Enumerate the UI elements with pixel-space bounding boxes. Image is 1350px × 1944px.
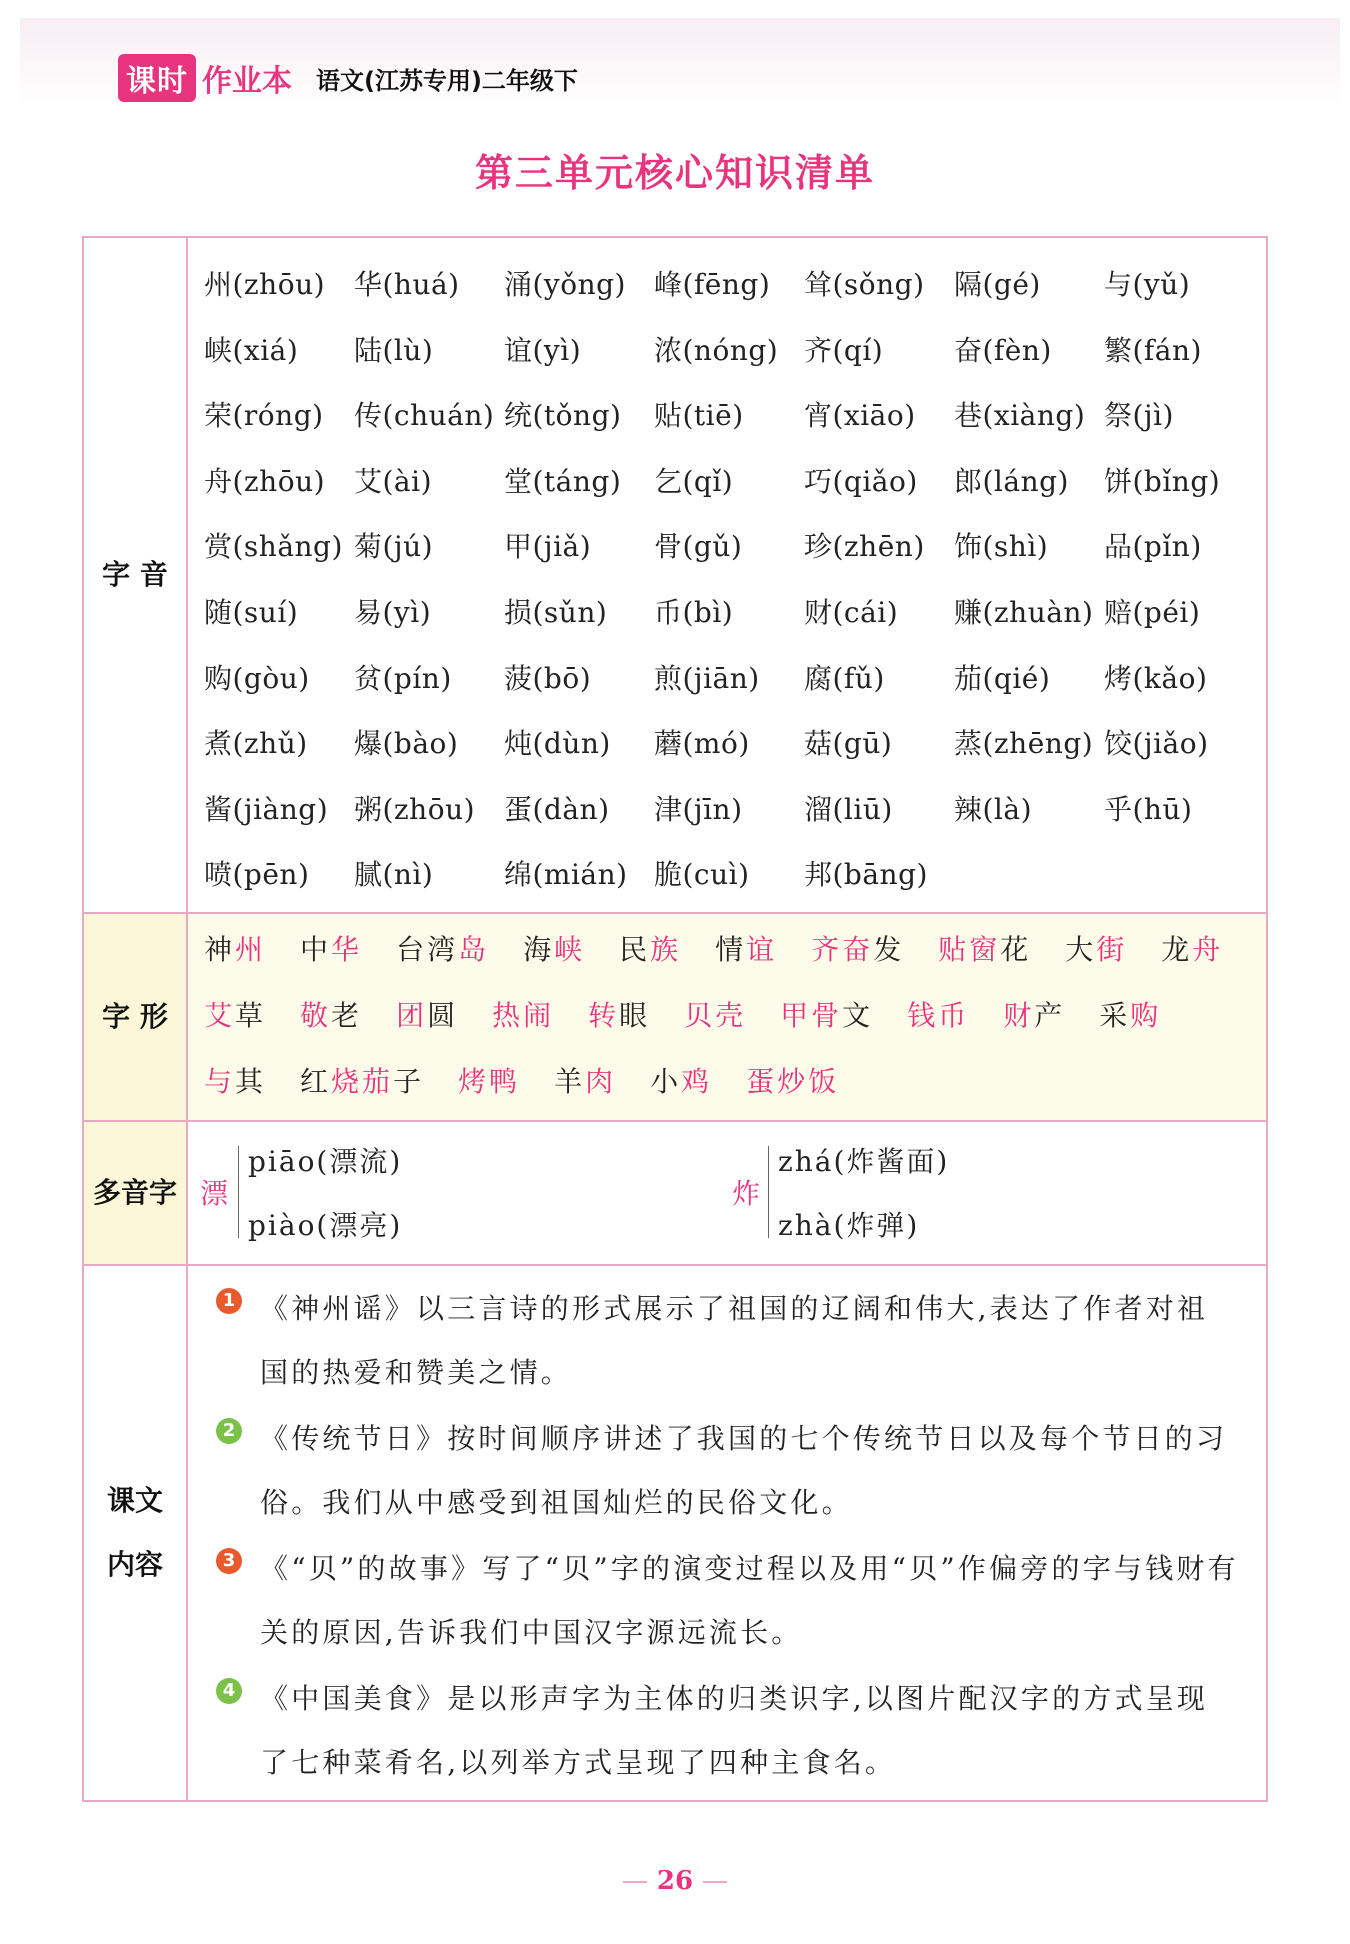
shapes-line-1 [204, 928, 1257, 968]
pronunciation-item: 陆(lù) [354, 333, 434, 367]
shape-word-part: 甲骨 [780, 999, 843, 1032]
pronunciation-item: 绵(mián) [504, 858, 628, 892]
shape-word-part: 民 [619, 933, 651, 966]
pronunciation-grid [204, 252, 1264, 908]
pronunciation-item: 齐(qí) [804, 333, 884, 367]
pronunciation-item: 易(yì) [354, 595, 432, 629]
shape-word [746, 1060, 839, 1100]
shape-word [811, 928, 904, 968]
shape-word [715, 928, 777, 968]
pronunciation-item: 奋(fèn) [954, 333, 1052, 367]
polyphone-reading: zhà(炸弹) [778, 1209, 920, 1242]
shape-word-part: 齐奋 [811, 933, 874, 966]
pronunciation-item: 饰(shì) [954, 530, 1049, 564]
pronunciation-item: 涌(yǒng) [504, 268, 626, 301]
page-title: 第三单元核心知识清单 [474, 151, 875, 195]
shape-word-part: 中 [300, 933, 332, 966]
pronunciation-row [84, 238, 1266, 914]
shape-word [396, 994, 458, 1034]
subject-label: 语文(江苏专用)二年级下 [316, 66, 578, 95]
point-text: 《中国美食》是以形声字为主体的归类识字,以图片配汉字的方式呈现 [260, 1682, 1209, 1715]
pronunciation-item: 损(sǔn) [504, 595, 608, 629]
shape-word-part: 蛋炒饭 [746, 1065, 840, 1098]
pronunciation-item: 购(gòu) [204, 661, 310, 695]
shape-word [1003, 994, 1065, 1034]
pronunciation-item: 财(cái) [804, 595, 899, 629]
pronunciation-item: 煮(zhǔ) [204, 727, 308, 761]
pronunciation-item: 菠(bō) [504, 661, 592, 695]
pronunciation-item: 巷(xiàng) [954, 399, 1086, 433]
shape-word-part: 艾 [204, 999, 236, 1032]
shape-word [684, 994, 746, 1034]
point-text: 了七种菜肴名,以列举方式呈现了四种主食名。 [260, 1746, 897, 1779]
pronunciation-item: 繁(fán) [1104, 333, 1202, 367]
pronunciation-item: 菇(gū) [804, 727, 893, 761]
shape-word [492, 994, 554, 1034]
shape-word-part: 族 [650, 933, 682, 966]
point-text: 《传统节日》按时间顺序讲述了我国的七个传统节日以及每个节日的习 [260, 1422, 1228, 1455]
shape-word [938, 928, 1031, 968]
pronunciation-item: 蛋(dàn) [504, 792, 610, 826]
pronunciation-item: 菊(jú) [354, 530, 434, 564]
pronunciation-item: 炖(dùn) [504, 727, 611, 761]
pronunciation-item: 茄(qié) [954, 661, 1051, 695]
pronunciation-item: 贫(pín) [354, 661, 452, 695]
shape-word-part: 峡 [554, 933, 586, 966]
pronunciation-label: 字 音 [84, 238, 188, 912]
shape-word-part: 贴窗 [938, 933, 1001, 966]
pronunciation-item: 乞(qǐ) [654, 464, 734, 498]
polyphone-char-2: 炸 [732, 1177, 761, 1210]
shape-word [458, 1060, 520, 1100]
pronunciation-item: 币(bì) [654, 595, 734, 629]
polyphone-bracket-2 [768, 1146, 770, 1238]
shapes-line-3 [204, 1060, 873, 1100]
polyphone-reading: piāo(漂流) [248, 1145, 403, 1178]
shape-word [1065, 928, 1127, 968]
polyphone-reading: zhá(炸酱面) [778, 1145, 950, 1178]
shapes-row [84, 914, 1266, 1122]
logo-text: 作业本 [202, 64, 292, 99]
shape-word-part: 老 [331, 999, 363, 1032]
lesson-label-line1: 课文 [106, 1484, 163, 1517]
pronunciation-item: 统(tǒng) [504, 399, 622, 433]
point-text: 俗。我们从中感受到祖国灿烂的民俗文化。 [260, 1486, 853, 1519]
shape-word-part: 产 [1034, 999, 1066, 1032]
shapes-content [188, 914, 1266, 1120]
pronunciation-item: 津(jīn) [654, 792, 743, 826]
shape-word-part: 情 [715, 933, 747, 966]
shape-word-part: 文 [842, 999, 874, 1032]
shape-word-part: 烧茄 [331, 1065, 394, 1098]
pronunciation-item: 辣(là) [954, 792, 1032, 826]
pronunciation-item: 爆(bào) [354, 727, 459, 761]
pronunciation-item: 烤(kǎo) [1104, 661, 1208, 695]
pronunciation-item: 赏(shǎng) [204, 530, 343, 564]
point-text: 关的原因,告诉我们中国汉字源远流长。 [260, 1616, 803, 1649]
shape-word-part: 街 [1096, 933, 1128, 966]
shape-word-part: 敬 [300, 999, 332, 1032]
point-number-1: 1 [216, 1288, 242, 1314]
pronunciation-item: 饼(bǐng) [1104, 464, 1221, 498]
page-number: 26 [656, 1866, 694, 1896]
pronunciation-item: 峡(xiá) [204, 333, 299, 367]
shape-word [1161, 928, 1223, 968]
shape-word-part: 岛 [458, 933, 490, 966]
pronunciation-item: 华(huá) [354, 268, 460, 301]
shape-word-part: 神 [204, 933, 236, 966]
shape-word-part: 红 [300, 1065, 332, 1098]
logo-badge: 课时 [118, 54, 196, 102]
lesson-row [84, 1266, 1266, 1800]
shape-word-part: 羊 [554, 1065, 586, 1098]
pronunciation-item: 脆(cuì) [654, 858, 750, 892]
polyphone-reading: piào(漂亮) [248, 1209, 403, 1242]
footer-dash-left [623, 1881, 647, 1883]
point-text: 《“贝”的故事》写了“贝”字的演变过程以及用“贝”作偏旁的字与钱财有 [260, 1552, 1239, 1585]
pronunciation-item: 煎(jiān) [654, 661, 760, 695]
pronunciation-item: 宵(xiāo) [804, 399, 916, 433]
pronunciation-item: 荣(róng) [204, 399, 324, 433]
shape-word-part: 谊 [746, 933, 778, 966]
pronunciation-item: 粥(zhōu) [354, 792, 476, 826]
shape-word-part: 其 [235, 1065, 267, 1098]
pronunciation-item: 艾(ài) [354, 464, 432, 498]
point-number-3: 3 [216, 1548, 242, 1574]
pronunciation-item: 邦(bāng) [804, 858, 928, 892]
pronunciation-item: 乎(hū) [1104, 792, 1193, 826]
lesson-label-line2: 内容 [106, 1548, 163, 1581]
pronunciation-item: 传(chuán) [354, 399, 495, 433]
pronunciation-item: 郎(láng) [954, 464, 1069, 498]
shape-word [907, 994, 969, 1034]
pronunciation-item: 谊(yì) [504, 333, 582, 367]
point-text: 《神州谣》以三言诗的形式展示了祖国的辽阔和伟大,表达了作者对祖 [260, 1292, 1209, 1325]
shapes-line-2 [204, 994, 1195, 1034]
pronunciation-item: 骨(gǔ) [654, 530, 743, 564]
shape-word-part: 花 [1000, 933, 1032, 966]
shape-word-part: 龙 [1161, 933, 1193, 966]
pronunciation-item: 随(suí) [204, 595, 299, 629]
shape-word [554, 1060, 616, 1100]
footer-dash-right [703, 1881, 727, 1883]
shape-word [619, 928, 681, 968]
shape-word-part: 州 [235, 933, 267, 966]
shape-word [300, 994, 362, 1034]
shape-word-part: 大 [1065, 933, 1097, 966]
pronunciation-item: 与(yǔ) [1104, 268, 1191, 301]
polyphone-row [84, 1122, 1266, 1266]
polyphone-content [188, 1122, 1266, 1264]
shape-word-part: 热闹 [492, 999, 555, 1032]
polyphone-char-1: 漂 [200, 1177, 229, 1210]
point-number-2: 2 [216, 1418, 242, 1444]
pronunciation-item: 溜(liū) [804, 792, 893, 826]
pronunciation-item: 巧(qiǎo) [804, 464, 918, 498]
pronunciation-item: 喷(pēn) [204, 858, 310, 892]
shape-word [300, 928, 362, 968]
pronunciation-item: 赚(zhuàn) [954, 595, 1094, 629]
shape-word-part: 华 [331, 933, 363, 966]
pronunciation-item: 舟(zhōu) [204, 464, 326, 498]
shape-word [588, 994, 650, 1034]
pronunciation-item: 祭(jì) [1104, 399, 1174, 433]
shape-word-part: 草 [235, 999, 267, 1032]
shape-word-part: 购 [1130, 999, 1162, 1032]
shape-word-part: 与 [204, 1065, 236, 1098]
shape-word [204, 994, 266, 1034]
pronunciation-item: 州(zhōu) [204, 268, 326, 301]
pronunciation-item: 赔(péi) [1104, 595, 1201, 629]
pronunciation-item: 饺(jiǎo) [1104, 727, 1209, 761]
shape-word-part: 发 [873, 933, 905, 966]
lesson-content [188, 1266, 1266, 1800]
shape-word-part: 烤鸭 [458, 1065, 521, 1098]
pronunciation-item: 堂(táng) [504, 464, 622, 498]
shape-word [523, 928, 585, 968]
point-text: 国的热爱和赞美之情。 [260, 1356, 573, 1389]
shape-word-part: 小 [650, 1065, 682, 1098]
shape-word-part: 眼 [619, 999, 651, 1032]
pronunciation-content [188, 238, 1266, 912]
shape-word-part: 舟 [1192, 933, 1224, 966]
page-footer [0, 1866, 1350, 1896]
shape-word [650, 1060, 712, 1100]
shape-word-part: 团 [396, 999, 428, 1032]
polyphone-bracket-1 [238, 1146, 240, 1238]
pronunciation-item: 峰(fēng) [654, 268, 771, 301]
lesson-label [84, 1266, 188, 1800]
pronunciation-item: 贴(tiē) [654, 399, 744, 433]
pronunciation-item: 珍(zhēn) [804, 530, 925, 564]
pronunciation-item: 蘑(mó) [654, 727, 750, 761]
shape-word-part: 转 [588, 999, 620, 1032]
pronunciation-item: 隔(gé) [954, 268, 1041, 301]
point-number-4: 4 [216, 1678, 242, 1704]
pronunciation-item: 腐(fǔ) [804, 661, 885, 695]
shape-word-part: 台湾 [396, 933, 459, 966]
shape-word [396, 928, 489, 968]
pronunciation-item: 酱(jiàng) [204, 792, 329, 826]
shape-word [300, 1060, 424, 1100]
shape-word-part: 子 [393, 1065, 425, 1098]
pronunciation-item: 浓(nóng) [654, 333, 779, 367]
shape-word [204, 928, 266, 968]
pronunciation-item: 甲(jiǎ) [504, 530, 592, 564]
shape-word-part: 采 [1099, 999, 1131, 1032]
pronunciation-item: 耸(sǒng) [804, 268, 925, 301]
shape-word [780, 994, 873, 1034]
shape-word-part: 海 [523, 933, 555, 966]
shape-word-part: 圆 [427, 999, 459, 1032]
shape-word [204, 1060, 266, 1100]
polyphone-label: 多音字 [84, 1122, 188, 1264]
shape-word-part: 肉 [585, 1065, 617, 1098]
shape-word-part: 钱币 [907, 999, 970, 1032]
shape-word-part: 财 [1003, 999, 1035, 1032]
knowledge-table [82, 236, 1268, 1802]
shape-word-part: 鸡 [681, 1065, 713, 1098]
shape-word [1099, 994, 1161, 1034]
pronunciation-item: 品(pǐn) [1104, 530, 1202, 564]
pronunciation-item: 腻(nì) [354, 858, 434, 892]
header [118, 56, 578, 100]
shape-word-part: 贝壳 [684, 999, 747, 1032]
shapes-label: 字 形 [84, 914, 188, 1120]
pronunciation-item: 蒸(zhēng) [954, 727, 1094, 761]
